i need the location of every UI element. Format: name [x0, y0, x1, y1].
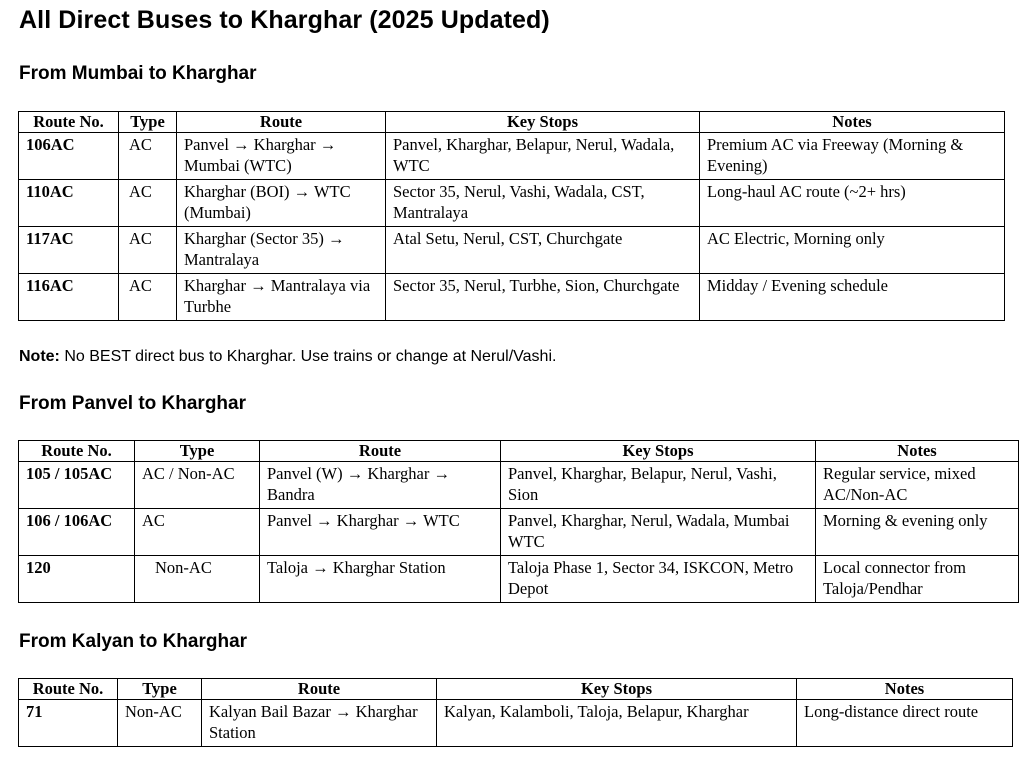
col-header-route: Route	[260, 441, 501, 462]
cell-notes: Regular service, mixed AC/Non-AC	[816, 462, 1019, 509]
cell-key-stops: Sector 35, Nerul, Turbhe, Sion, Churchgate	[386, 274, 700, 321]
cell-notes: Long-distance direct route	[797, 700, 1013, 747]
table-row	[19, 133, 1005, 180]
col-header-route-no: Route No.	[19, 112, 119, 133]
cell-route-no: 71	[19, 700, 118, 747]
cell-route-no: 106AC	[19, 133, 119, 180]
table-row	[19, 227, 1005, 274]
col-header-key-stops: Key Stops	[386, 112, 700, 133]
table-header-row	[19, 112, 1005, 133]
cell-route: Kalyan Bail Bazar → Kharghar Station	[202, 700, 437, 747]
cell-route: Panvel (W) → Kharghar → Bandra	[260, 462, 501, 509]
cell-route: Kharghar (BOI) → WTC (Mumbai)	[177, 180, 386, 227]
cell-type: AC	[119, 180, 177, 227]
cell-route-no: 120	[19, 556, 135, 603]
cell-key-stops: Panvel, Kharghar, Nerul, Wadala, Mumbai WTC	[501, 509, 816, 556]
cell-notes: Premium AC via Freeway (Morning & Evening)	[700, 133, 1005, 180]
cell-type: AC	[119, 274, 177, 321]
col-header-route-no: Route No.	[19, 441, 135, 462]
section-heading-mumbai: From Mumbai to Kharghar	[19, 63, 257, 84]
table-row	[19, 180, 1005, 227]
note-text: No BEST direct bus to Kharghar. Use trains or change at Nerul/Vashi.	[59, 348, 557, 365]
table-row	[19, 556, 1019, 603]
page-title: All Direct Buses to Kharghar (2025 Updated)	[19, 6, 550, 34]
col-header-notes: Notes	[797, 679, 1013, 700]
cell-notes: Morning & evening only	[816, 509, 1019, 556]
table-row	[19, 509, 1019, 556]
col-header-key-stops: Key Stops	[437, 679, 797, 700]
col-header-type: Type	[135, 441, 260, 462]
col-header-route: Route	[202, 679, 437, 700]
cell-notes: Local connector from Taloja/Pendhar	[816, 556, 1019, 603]
cell-route-no: 116AC	[19, 274, 119, 321]
cell-route: Taloja → Kharghar Station	[260, 556, 501, 603]
cell-notes: Long-haul AC route (~2+ hrs)	[700, 180, 1005, 227]
cell-type: AC	[119, 227, 177, 274]
col-header-key-stops: Key Stops	[501, 441, 816, 462]
cell-route-no: 110AC	[19, 180, 119, 227]
cell-key-stops: Atal Setu, Nerul, CST, Churchgate	[386, 227, 700, 274]
note-label: Note:	[19, 348, 60, 365]
col-header-route-no: Route No.	[19, 679, 118, 700]
table-header-row	[19, 679, 1013, 700]
col-header-type: Type	[119, 112, 177, 133]
table-panvel	[18, 440, 1019, 603]
table-row	[19, 462, 1019, 509]
cell-route: Panvel → Kharghar → WTC	[260, 509, 501, 556]
cell-key-stops: Panvel, Kharghar, Belapur, Nerul, Wadala, WTC	[386, 133, 700, 180]
col-header-route: Route	[177, 112, 386, 133]
section-heading-panvel: From Panvel to Kharghar	[19, 393, 246, 414]
table-kalyan	[18, 678, 1013, 747]
table-mumbai	[18, 111, 1005, 321]
col-header-notes: Notes	[700, 112, 1005, 133]
cell-notes: Midday / Evening schedule	[700, 274, 1005, 321]
cell-key-stops: Kalyan, Kalamboli, Taloja, Belapur, Kharghar	[437, 700, 797, 747]
cell-type: Non-AC	[135, 556, 260, 603]
cell-key-stops: Sector 35, Nerul, Vashi, Wadala, CST, Mantralaya	[386, 180, 700, 227]
cell-notes: AC Electric, Morning only	[700, 227, 1005, 274]
table-row	[19, 274, 1005, 321]
cell-route-no: 117AC	[19, 227, 119, 274]
table-row	[19, 700, 1013, 747]
cell-route: Panvel → Kharghar → Mumbai (WTC)	[177, 133, 386, 180]
cell-type: AC / Non-AC	[135, 462, 260, 509]
cell-route: Kharghar (Sector 35) → Mantralaya	[177, 227, 386, 274]
cell-type: AC	[119, 133, 177, 180]
col-header-notes: Notes	[816, 441, 1019, 462]
note-line	[19, 348, 556, 366]
cell-type: AC	[135, 509, 260, 556]
cell-route-no: 105 / 105AC	[19, 462, 135, 509]
cell-route-no: 106 / 106AC	[19, 509, 135, 556]
section-heading-kalyan: From Kalyan to Kharghar	[19, 631, 248, 652]
table-header-row	[19, 441, 1019, 462]
cell-type: Non-AC	[118, 700, 202, 747]
cell-key-stops: Taloja Phase 1, Sector 34, ISKCON, Metro Depot	[501, 556, 816, 603]
cell-route: Kharghar → Mantralaya via Turbhe	[177, 274, 386, 321]
cell-key-stops: Panvel, Kharghar, Belapur, Nerul, Vashi, Sion	[501, 462, 816, 509]
col-header-type: Type	[118, 679, 202, 700]
